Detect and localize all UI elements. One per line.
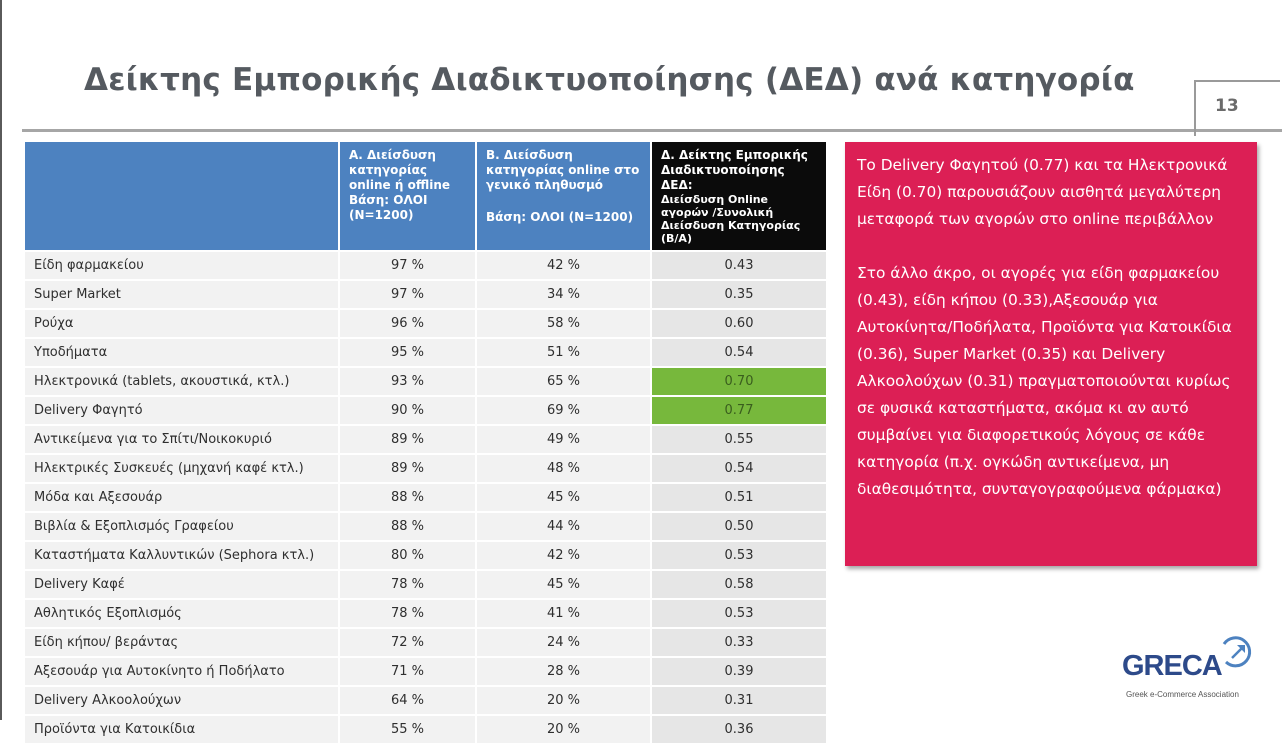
cell-col-b: 48 % — [477, 453, 652, 482]
cell-ded: 0.53 — [652, 540, 826, 569]
cell-ded: 0.54 — [652, 337, 826, 366]
page-number: 13 — [1215, 96, 1239, 116]
cell-col-a: 64 % — [340, 685, 477, 714]
header-col-ded — [652, 142, 826, 250]
cell-category: Ρούχα — [25, 308, 340, 337]
cell-col-a: 93 % — [340, 366, 477, 395]
table-row — [25, 656, 826, 685]
cell-col-a: 78 % — [340, 569, 477, 598]
cell-category: Αντικείμενα για το Σπίτι/Νοικοκυριό — [25, 424, 340, 453]
cell-col-b: 65 % — [477, 366, 652, 395]
title-divider — [22, 129, 1282, 132]
cell-category: Προϊόντα για Κατοικίδια — [25, 714, 340, 743]
cell-category: Delivery Φαγητό — [25, 395, 340, 424]
header-col-b-title: Β. Διείσδυση κατηγορίας online στο γενικό πληθυσμό — [486, 148, 640, 192]
cell-category: Υποδήματα — [25, 337, 340, 366]
header-col-a-base: Βάση: ΟΛΟΙ (Ν=1200) — [349, 193, 428, 222]
cell-col-a: 72 % — [340, 627, 477, 656]
table-row — [25, 424, 826, 453]
cell-category: Ηλεκτρικές Συσκευές (μηχανή καφέ κτλ.) — [25, 453, 340, 482]
cell-col-a: 80 % — [340, 540, 477, 569]
cell-col-b: 20 % — [477, 685, 652, 714]
header-col-a-title: Α. Διείσδυση κατηγορίας online ή offline — [349, 148, 451, 192]
cell-col-b: 41 % — [477, 598, 652, 627]
table-row — [25, 250, 826, 279]
cell-ded: 0.50 — [652, 511, 826, 540]
cell-category: Super Market — [25, 279, 340, 308]
cell-col-b: 34 % — [477, 279, 652, 308]
header-col-ded-formula: (Β/Α) — [661, 232, 692, 245]
cell-col-a: 97 % — [340, 250, 477, 279]
cell-category: Delivery Αλκοολούχων — [25, 685, 340, 714]
compass-arrow-icon — [1218, 634, 1254, 670]
table-row — [25, 482, 826, 511]
cell-col-b: 58 % — [477, 308, 652, 337]
cell-ded: 0.55 — [652, 424, 826, 453]
cell-ded: 0.58 — [652, 569, 826, 598]
table-row — [25, 511, 826, 540]
table-row — [25, 395, 826, 424]
cell-category: Βιβλία & Εξοπλισμός Γραφείου — [25, 511, 340, 540]
cell-col-b: 51 % — [477, 337, 652, 366]
cell-col-b: 24 % — [477, 627, 652, 656]
cell-ded: 0.54 — [652, 453, 826, 482]
cell-category: Καταστήματα Καλλυντικών (Sephora κτλ.) — [25, 540, 340, 569]
header-col-b-base: Βάση: ΟΛΟΙ (Ν=1200) — [486, 210, 634, 224]
table-row — [25, 569, 826, 598]
cell-category: Μόδα και Αξεσουάρ — [25, 482, 340, 511]
cell-category: Ηλεκτρονικά (tablets, ακουστικά, κτλ.) — [25, 366, 340, 395]
ded-table — [25, 142, 826, 743]
cell-col-b: 28 % — [477, 656, 652, 685]
cell-ded: 0.53 — [652, 598, 826, 627]
table-row — [25, 627, 826, 656]
cell-ded: 0.51 — [652, 482, 826, 511]
logo-tagline: Greek e-Commerce Association — [1126, 690, 1239, 699]
cell-ded: 0.43 — [652, 250, 826, 279]
callout-paragraph-2: Στο άλλο άκρο, οι αγορές για είδη φαρμακείου (0.43), είδη κήπου (0.33),Αξεσουάρ για Αυτοκίνητα/Ποδήλατα, Προϊόντα για Κατοικίδια (0.36), Super Market (0.35) και Delivery Αλκοολούχων (0.31) πραγματοποιούνται κυρίως σε φυσικά καταστήματα, ακόμα κι αν αυτό συμβαίνει για διαφορετικούς λόγους σε κάθε κατηγορία (π.χ. ογκώδη αντικείμενα, μη διαθεσιμότητα, συνταγογραφούμενα φάρμακα) — [857, 264, 1232, 498]
header-col-a — [340, 142, 477, 250]
header-category — [25, 142, 340, 250]
header-col-b — [477, 142, 652, 250]
table-header-row — [25, 142, 826, 250]
cell-col-a: 88 % — [340, 511, 477, 540]
callout-paragraph-1: Το Delivery Φαγητού (0.77) και τα Ηλεκτρονικά Είδη (0.70) παρουσιάζουν αισθητά μεγαλύτερη μεταφορά των αγορών στο online περιβάλλον — [857, 156, 1228, 228]
cell-col-b: 45 % — [477, 569, 652, 598]
cell-col-b: 44 % — [477, 511, 652, 540]
slide-frame-edge — [0, 0, 2, 720]
cell-col-a: 97 % — [340, 279, 477, 308]
cell-col-b: 42 % — [477, 250, 652, 279]
cell-ded-highlight: 0.77 — [652, 395, 826, 424]
cell-category: Αθλητικός Εξοπλισμός — [25, 598, 340, 627]
cell-col-b: 20 % — [477, 714, 652, 743]
cell-col-a: 55 % — [340, 714, 477, 743]
header-col-ded-sub: Διείσδυση Online αγορών /Συνολική Διείσδυση Κατηγορίας — [661, 193, 801, 232]
table-row — [25, 308, 826, 337]
cell-col-a: 90 % — [340, 395, 477, 424]
table-row — [25, 453, 826, 482]
cell-col-b: 69 % — [477, 395, 652, 424]
cell-ded-highlight: 0.70 — [652, 366, 826, 395]
cell-col-a: 96 % — [340, 308, 477, 337]
table-row — [25, 337, 826, 366]
slide-title: Δείκτης Εμπορικής Διαδικτυοποίησης (ΔΕΔ) ανά κατηγορία — [84, 62, 1135, 98]
table-row — [25, 366, 826, 395]
cell-ded: 0.39 — [652, 656, 826, 685]
cell-col-b: 49 % — [477, 424, 652, 453]
cell-ded: 0.36 — [652, 714, 826, 743]
cell-ded: 0.31 — [652, 685, 826, 714]
cell-ded: 0.60 — [652, 308, 826, 337]
cell-ded: 0.33 — [652, 627, 826, 656]
table-row — [25, 714, 826, 743]
cell-col-a: 71 % — [340, 656, 477, 685]
cell-category: Delivery Καφέ — [25, 569, 340, 598]
cell-col-a: 88 % — [340, 482, 477, 511]
cell-col-a: 89 % — [340, 424, 477, 453]
table-row — [25, 685, 826, 714]
cell-category: Είδη κήπου/ βεράντας — [25, 627, 340, 656]
cell-ded: 0.35 — [652, 279, 826, 308]
insight-callout — [845, 142, 1257, 566]
table-row — [25, 598, 826, 627]
table-row — [25, 540, 826, 569]
cell-category: Είδη φαρμακείου — [25, 250, 340, 279]
logo-wordmark: GRECA — [1122, 650, 1222, 682]
cell-category: Αξεσουάρ για Αυτοκίνητο ή Ποδήλατο — [25, 656, 340, 685]
cell-col-a: 89 % — [340, 453, 477, 482]
table-row — [25, 279, 826, 308]
greca-logo — [1122, 634, 1262, 710]
cell-col-a: 95 % — [340, 337, 477, 366]
header-col-ded-title: Δ. Δείκτης Εμπορικής Διαδικτυοποίησης ΔΕΔ: — [661, 148, 808, 192]
cell-col-b: 45 % — [477, 482, 652, 511]
cell-col-a: 78 % — [340, 598, 477, 627]
cell-col-b: 42 % — [477, 540, 652, 569]
